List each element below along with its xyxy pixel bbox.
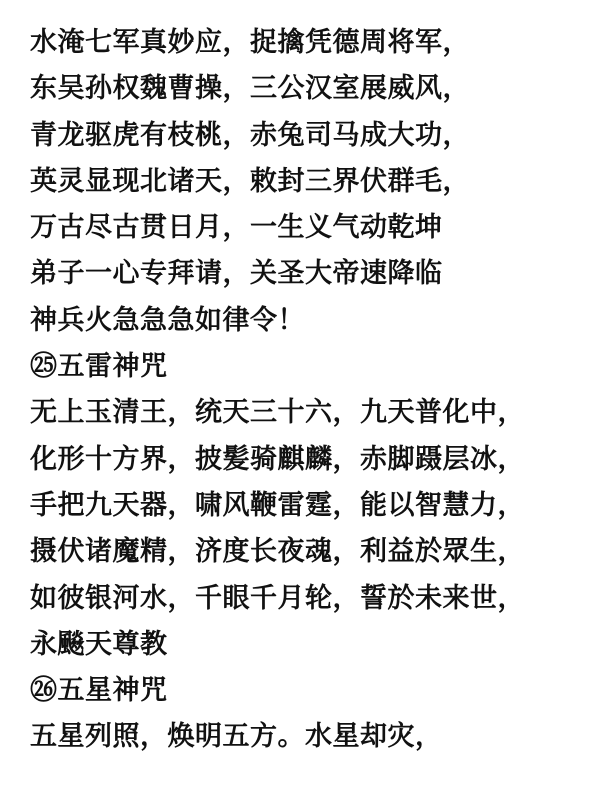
text-line: 弟子一心专拜请，关圣大帝速降临: [30, 258, 443, 290]
text-line: 化形十方界，披髪骑麒麟，赤脚蹑层冰，: [30, 443, 525, 475]
text-line: 手把九天器，啸风鞭雷霆，能以智慧力，: [30, 489, 525, 521]
text-line: 东吴孙权魏曹操，三公汉室展威风，: [30, 73, 470, 105]
text-line: 如彼银河水，千眼千月轮，誓於未来世，: [30, 582, 525, 614]
text-line: 青龙驱虎有枝桃，赤兔司马成大功，: [30, 119, 470, 151]
text-line: 万古尽古贯日月，一生义气动乾坤: [30, 212, 443, 244]
text-line: 神兵火急急急如律令！: [30, 304, 305, 336]
text-line: 水淹七军真妙应，捉擒凭德周将军，: [30, 27, 470, 58]
text-line: 英灵显现北诸天，敕封三界伏群毛，: [30, 165, 470, 197]
text-line: 永飈天尊教: [30, 628, 168, 660]
text-line: 摄伏诸魔精，济度长夜魂，利益於眾生，: [30, 536, 525, 568]
text-line: 无上玉清王，统天三十六，九天普化中，: [30, 397, 525, 429]
section-heading: ㉖五星神咒: [30, 675, 168, 707]
text-line: 五星列照，焕明五方。水星却灾，: [30, 721, 443, 753]
section-heading: ㉕五雷神咒: [30, 351, 168, 383]
